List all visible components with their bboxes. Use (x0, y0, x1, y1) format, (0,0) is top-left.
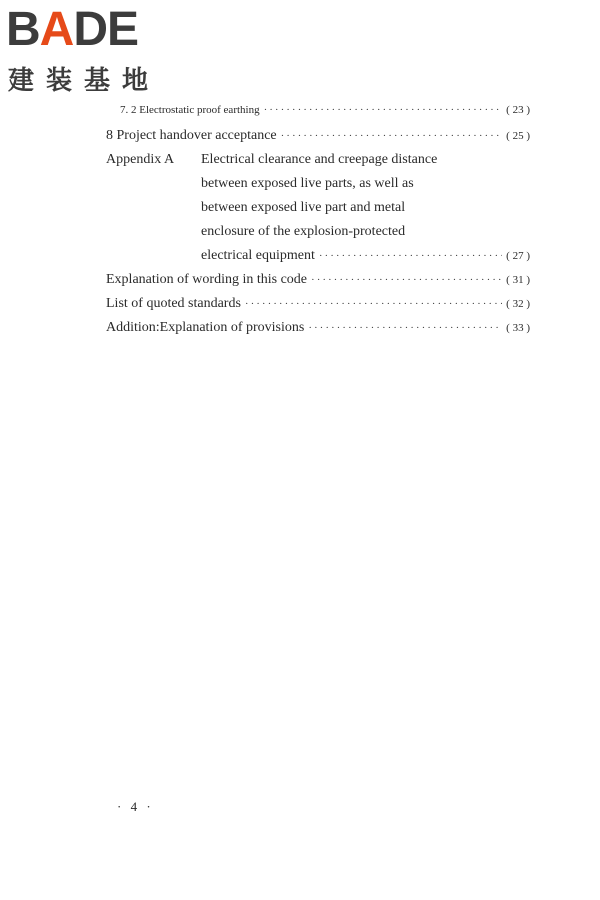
toc-appendix-line: between exposed live parts, as well as (201, 176, 414, 191)
toc-entry-page: ( 31 ) (506, 274, 530, 286)
toc-appendix-line: enclosure of the explosion-protected (201, 224, 406, 239)
toc-leader-dots (319, 250, 502, 262)
toc-entry-page: ( 32 ) (506, 298, 530, 310)
toc-entry-label: 7. 2 Electrostatic proof earthing (120, 104, 260, 116)
toc-leader-dots (264, 104, 503, 116)
toc-entry-page: ( 23 ) (506, 104, 530, 116)
toc-entry-addition[interactable] (106, 320, 530, 336)
toc-entry-explanation[interactable] (106, 272, 530, 288)
logo-chinese-text: 建装基地 (8, 66, 161, 96)
toc-leader-dots (245, 298, 502, 310)
bade-logo (6, 4, 176, 94)
toc-entry-page: ( 33 ) (506, 322, 530, 334)
toc-leader-dots (311, 274, 502, 286)
toc-appendix-line: between exposed live part and metal (201, 200, 406, 215)
toc-leader-dots (308, 322, 502, 334)
toc-entry-quoted-standards[interactable] (106, 296, 530, 312)
toc-appendix-prefix: Appendix A (106, 152, 175, 167)
logo-wordmark: BADE (6, 3, 139, 56)
toc-entry-page: ( 25 ) (506, 130, 530, 142)
toc-entry-label: 8 Project handover acceptance (106, 128, 277, 143)
toc-entry-label: Explanation of wording in this code (106, 272, 308, 287)
toc-appendix-line: Electrical clearance and creepage distance (201, 152, 438, 167)
toc-entry-8[interactable] (106, 128, 530, 144)
page-number: · 4 · (117, 799, 154, 814)
toc-entry-label: Addition:Explanation of provisions (106, 320, 305, 335)
toc-entry-label: electrical equipment (201, 248, 315, 263)
toc-entry-page: ( 27 ) (506, 250, 530, 262)
toc-leader-dots (281, 130, 503, 142)
toc-entry-7-2[interactable] (120, 104, 530, 116)
toc-entry-appendix-a[interactable] (201, 248, 530, 264)
toc-entry-label: List of quoted standards (106, 296, 241, 311)
